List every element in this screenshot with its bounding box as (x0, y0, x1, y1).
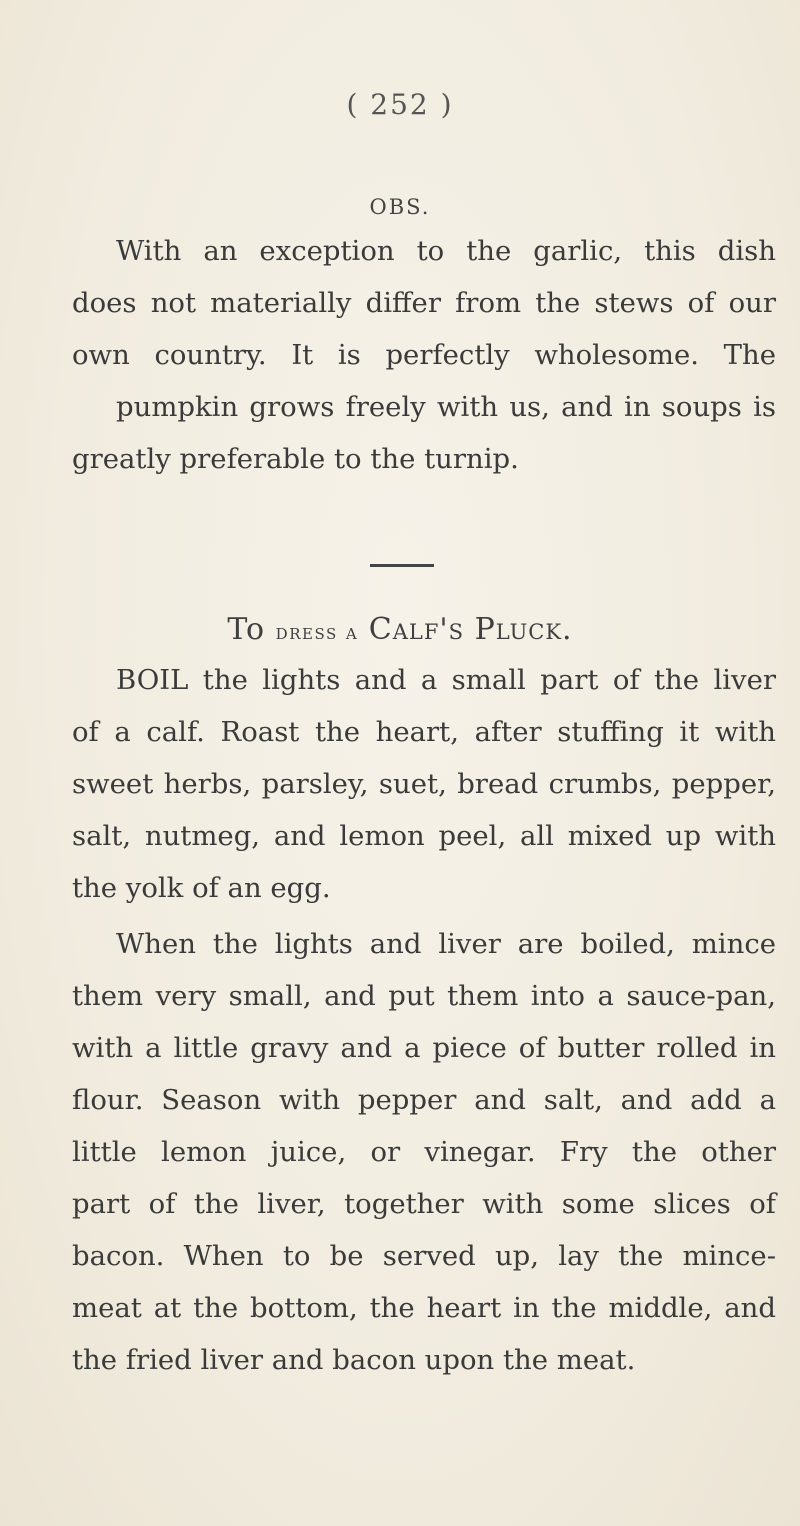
recipe-title-dress: dress a (275, 620, 359, 644)
text-line: with a little gravy and a piece of butter rolled in (72, 1032, 776, 1064)
section-divider (370, 564, 434, 567)
recipe-title-pluck: Pluck. (474, 612, 573, 647)
text-line: the yolk of an egg. (72, 872, 331, 904)
recipe-title-to: To (227, 612, 266, 647)
observation-heading: OBS. (369, 195, 431, 219)
text-line: little lemon juice, or vinegar. Fry the other (72, 1136, 776, 1168)
text-line: the fried liver and bacon upon the meat. (72, 1344, 636, 1376)
recipe-paragraph-1 (72, 654, 776, 914)
text-line: bacon. When to be served up, lay the mince- (72, 1240, 776, 1272)
page-number: ( 252 ) (346, 88, 454, 121)
recipe-paragraph-2 (72, 918, 776, 1386)
text-line: own country. It is perfectly wholesome. The (72, 339, 776, 371)
text-line: flour. Season with pepper and salt, and add a (72, 1084, 776, 1116)
recipe-title (0, 612, 800, 647)
text-line: sweet herbs, parsley, suet, bread crumbs, pepper, (72, 768, 776, 800)
observation-paragraph (72, 225, 776, 485)
text-line: meat at the bottom, the heart in the middle, and (72, 1292, 776, 1324)
text-line: greatly preferable to the turnip. (72, 443, 519, 475)
text-line: does not materially differ from the stews of our (72, 287, 776, 319)
text-line: of a calf. Roast the heart, after stuffing it with (72, 716, 776, 748)
text-line: BOIL the lights and a small part of the liver (116, 664, 776, 696)
text-line: pumpkin grows freely with us, and in soups is (116, 391, 776, 423)
text-line: With an exception to the garlic, this dish (116, 235, 776, 267)
text-line: salt, nutmeg, and lemon peel, all mixed up with (72, 820, 776, 852)
recipe-title-calfs: Calf's (368, 612, 465, 647)
text-line: part of the liver, together with some slices of (72, 1188, 776, 1220)
text-line: them very small, and put them into a sauce-pan, (72, 980, 776, 1012)
text-line: When the lights and liver are boiled, mince (116, 928, 776, 960)
